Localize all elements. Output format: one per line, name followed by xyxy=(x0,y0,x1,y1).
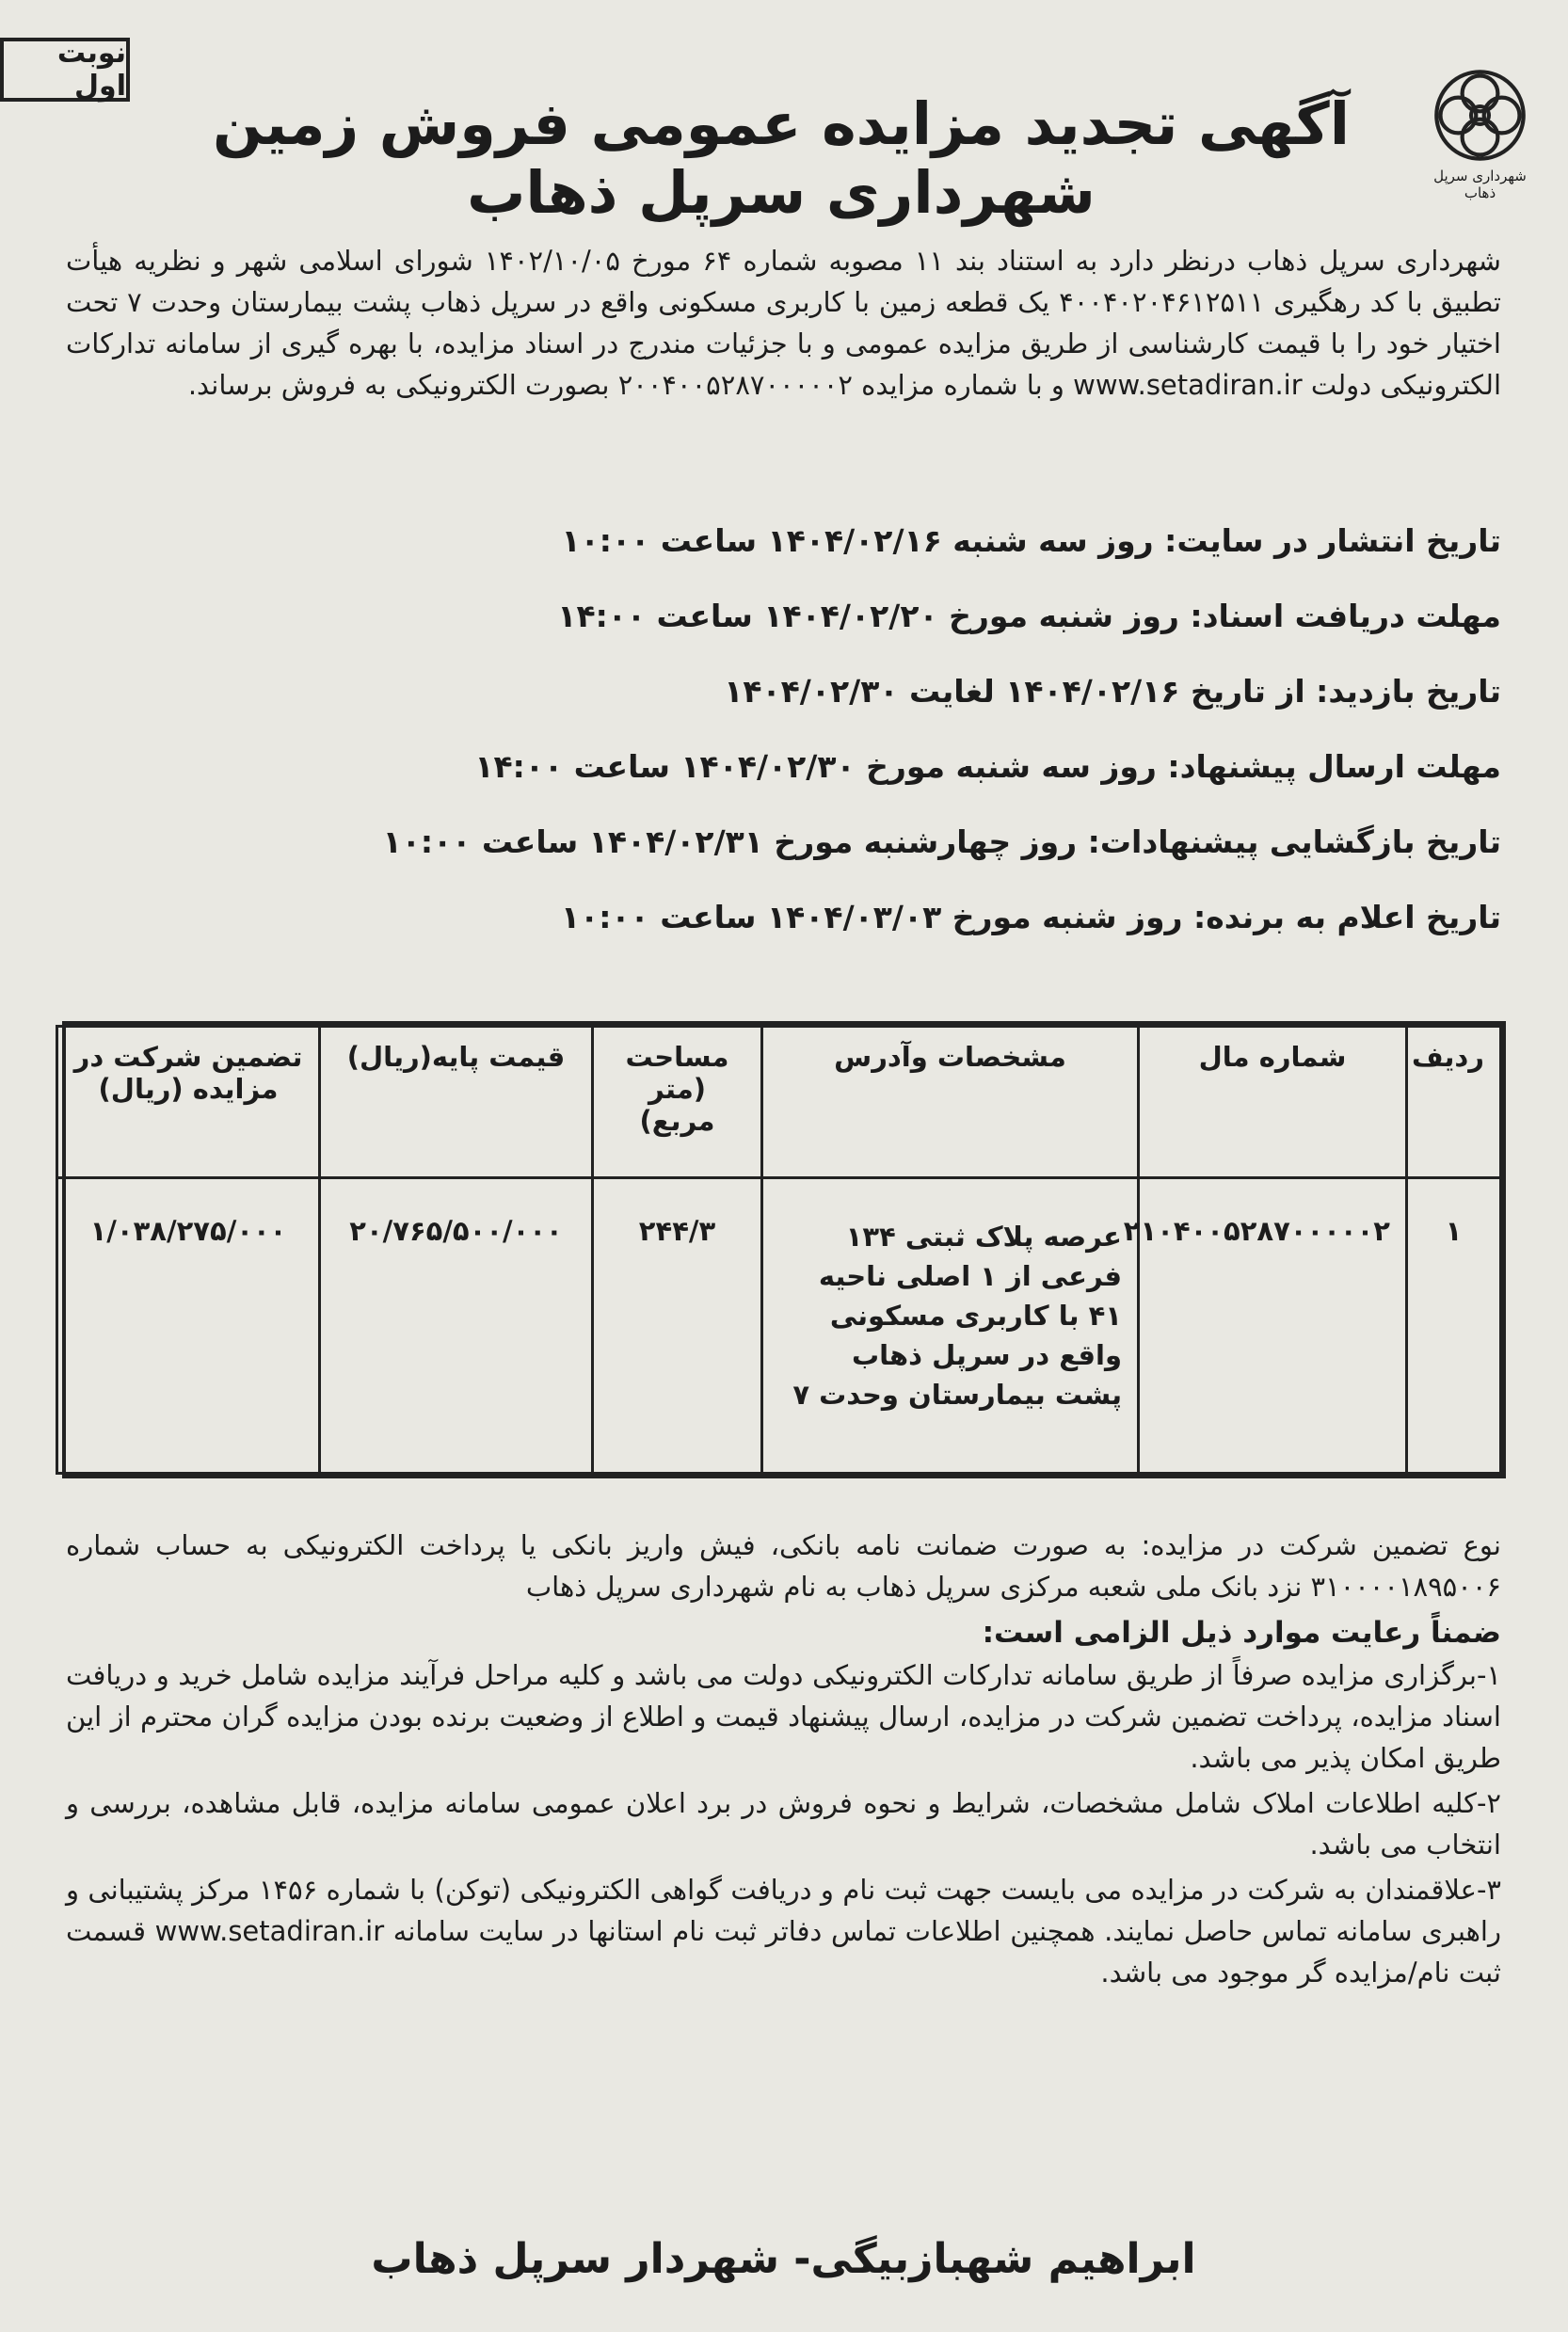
header-property-no: شماره مال xyxy=(1139,1027,1407,1178)
header-area: مساحت (متر مربع) xyxy=(593,1027,762,1178)
date-winner-announcement: تاریخ اعلام به برنده: روز شنبه مورخ ۱۴۰۴/۰۳/۰۳ ساعت ۱۰:۰۰ xyxy=(560,899,1501,935)
requirement-item: ۱-برگزاری مزایده صرفاً از طریق سامانه تدارکات الکترونیکی دولت می باشد و کلیه مراحل فرآیند مزایده شامل خرید و دریافت اسناد مزایده، پرداخت تضمین شرکت در مزایده، ارسال پیشنهاد قیمت و اطلاع از وضعیت برنده بودن مزایده گران محترم از این طریق امکان پذیر می باشد. xyxy=(66,1659,1501,1774)
cell-property-no: ۲۱۰۴۰۰۵۲۸۷۰۰۰۰۰۲ xyxy=(1139,1178,1407,1474)
requirement-item: ۳-علاقمندان به شرکت در مزایده می بایست جهت ثبت نام و دریافت گواهی الکترونیکی (توکن) با شماره ۱۴۵۶ مرکز پشتیبانی و راهبری سامانه تماس حاصل نمایند. همچنین اطلاعات تماس دفاتر ثبت نام استانها در سایت سامانه www.setadiran.ir قسمت ثبت نام/مزایده گر موجود می باشد. xyxy=(66,1874,1501,1989)
logo-caption: شهرداری سرپل ذهاب xyxy=(1433,168,1527,201)
dates-list xyxy=(66,513,1501,965)
cell-index: ۱ xyxy=(1407,1178,1501,1474)
date-publish: تاریخ انتشار در سایت: روز سه شنبه ۱۴۰۴/۰۲/۱۶ ساعت ۱۰:۰۰ xyxy=(561,522,1501,559)
header-description: مشخصات وآدرس xyxy=(762,1027,1139,1178)
page-title: آگهی تجدید مزایده عمومی فروش زمین شهرداری سرپل ذهاب xyxy=(212,89,1350,227)
requirement-item: ۲-کلیه اطلاعات املاک شامل مشخصات، شرایط و نحوه فروش در برد اعلان عمومی سامانه مزایده، قابل مشاهده، بررسی و انتخاب می باشد. xyxy=(66,1787,1501,1861)
requirements-heading: ضمناً رعایت موارد ذیل الزامی است: xyxy=(982,1616,1501,1650)
cell-description: عرصه پلاک ثبتی ۱۳۴ فرعی از ۱ اصلی ناحیه ۴۱ با کاربری مسکونی واقع در سرپل ذهاب پشت بیمارستان وحدت ۷ xyxy=(762,1178,1139,1474)
cell-area: ۲۴۴/۳ xyxy=(593,1178,762,1474)
property-table xyxy=(62,1021,1506,1478)
cell-base-price: ۲۰/۷۶۵/۵۰۰/۰۰۰ xyxy=(320,1178,593,1474)
header-guarantee: تضمین شرکت در مزایده (ریال) xyxy=(57,1027,320,1178)
date-visit: تاریخ بازدید: از تاریخ ۱۴۰۴/۰۲/۱۶ لغایت ۱۴۰۴/۰۲/۳۰ xyxy=(724,673,1501,710)
municipality-logo-icon xyxy=(1431,66,1529,165)
signature-line: ابراهیم شهبازبیگی- شهردار سرپل ذهاب xyxy=(371,2235,1196,2283)
terms-section xyxy=(66,1525,1501,1997)
header-base-price: قیمت پایه(ریال) xyxy=(320,1027,593,1178)
edition-badge: نوبت اول xyxy=(0,38,130,102)
guarantee-note: نوع تضمین شرکت در مزایده: به صورت ضمانت نامه بانکی، فیش واریز بانکی یا پرداخت الکترونیکی به حساب شماره ۳۱۰۰۰۰۱۸۹۵۰۰۶ نزد بانک ملی شعبه مرکزی سرپل ذهاب به نام شهرداری سرپل ذهاب xyxy=(66,1529,1501,1603)
table-row xyxy=(57,1178,1501,1474)
date-opening: تاریخ بازگشایی پیشنهادات: روز چهارشنبه مورخ ۱۴۰۴/۰۲/۳۱ ساعت ۱۰:۰۰ xyxy=(382,823,1501,860)
intro-paragraph: شهرداری سرپل ذهاب درنظر دارد به استناد بند ۱۱ مصوبه شماره ۶۴ مورخ ۱۴۰۲/۱۰/۰۵ شورای اسلامی شهر و نظریه هیأت تطبیق با کد رهگیری ۴۰۰۴۰۲۰۴۶۱۲۵۱۱ یک قطعه زمین با کاربری مسکونی واقع در سرپل ذهاب پشت بیمارستان وحدت ۷ تحت اختیار خود را با قیمت کارشناسی از طریق مزایده عمومی و با جزئیات مندرج در اسناد مزایده، با بهره گیری از سامانه تدارکات الکترونیکی دولت www.setadiran.ir و با شماره مزایده ۲۰۰۴۰۰۵۲۸۷۰۰۰۰۰۲ بصورت الکترونیکی به فروش برساند. xyxy=(66,245,1501,401)
cell-guarantee: ۱/۰۳۸/۲۷۵/۰۰۰ xyxy=(57,1178,320,1474)
date-bid-deadline: مهلت ارسال پیشنهاد: روز سه شنبه مورخ ۱۴۰۴/۰۲/۳۰ ساعت ۱۴:۰۰ xyxy=(474,748,1501,785)
date-document-deadline: مهلت دریافت اسناد: روز شنبه مورخ ۱۴۰۴/۰۲/۲۰ ساعت ۱۴:۰۰ xyxy=(557,598,1501,634)
table-header-row xyxy=(57,1027,1501,1178)
header-index: ردیف xyxy=(1407,1027,1501,1178)
